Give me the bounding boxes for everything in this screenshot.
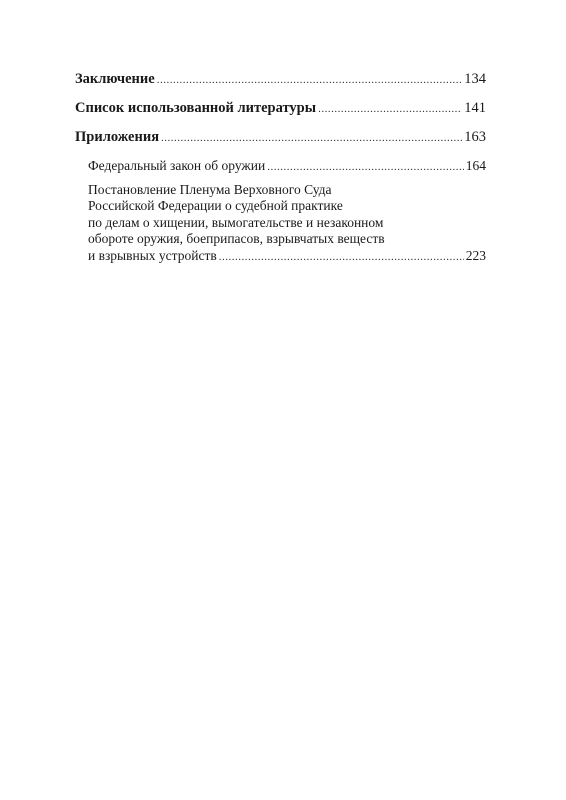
toc-subentry-resolution[interactable] — [75, 182, 486, 265]
toc-entry-title: Список использованной литературы — [75, 100, 317, 116]
toc-entry-appendices[interactable] — [75, 129, 486, 146]
toc-subentry-weapons-law[interactable] — [75, 158, 486, 174]
dot-leader — [157, 74, 463, 86]
table-of-contents — [75, 71, 486, 265]
toc-subentry-title-line: и взрывных устройств — [88, 247, 217, 263]
toc-entry-title: Приложения — [75, 129, 160, 145]
toc-entry-title: Заключение — [75, 71, 155, 87]
dot-leader — [161, 132, 462, 144]
toc-subentry-page: 164 — [465, 158, 486, 173]
dot-leader — [318, 103, 462, 115]
toc-entry-page: 134 — [464, 71, 486, 87]
toc-subentry-page: 223 — [465, 247, 486, 263]
dot-leader — [267, 161, 464, 173]
toc-subentry-title-line: Постановление Пленума Верховного Суда — [88, 182, 332, 197]
toc-entry-page: 163 — [464, 129, 486, 145]
toc-subentry-title: Федеральный закон об оружии — [88, 158, 266, 173]
toc-entry-conclusion[interactable] — [75, 71, 486, 88]
toc-entry-bibliography[interactable] — [75, 100, 486, 117]
toc-subentry-title-line: по делам о хищении, вымогательстве и незаконном — [88, 214, 384, 230]
toc-subentry-title-line: обороте оружия, боеприпасов, взрывчатых веществ — [88, 231, 385, 247]
dot-leader — [219, 249, 464, 265]
toc-subentry-title-line: Российской Федерации о судебной практике — [88, 198, 343, 214]
toc-entry-page: 141 — [464, 100, 486, 116]
